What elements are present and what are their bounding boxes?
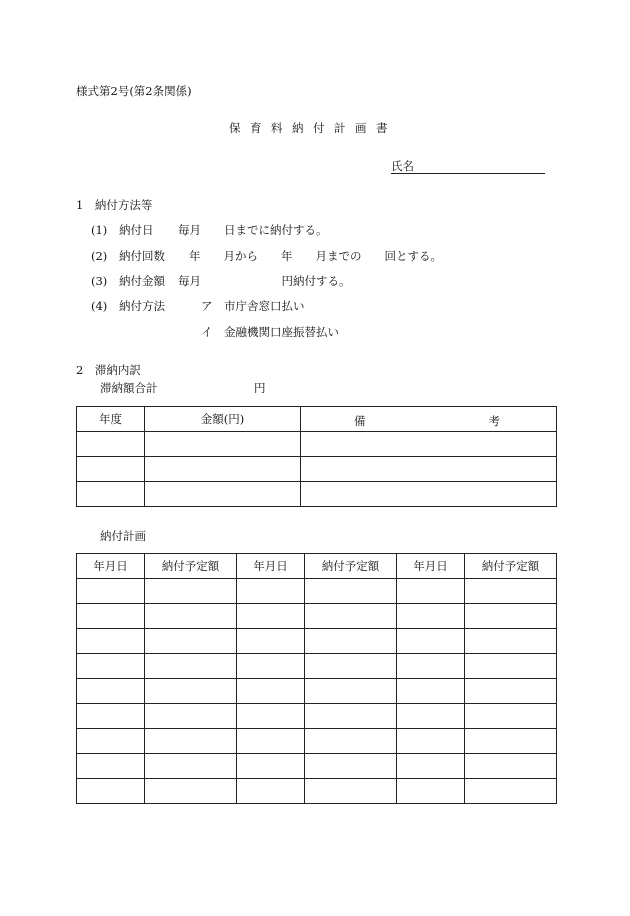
date-cell[interactable]: [237, 679, 305, 704]
header-date-1: 年月日: [77, 554, 145, 579]
table-row: [77, 457, 557, 482]
date-cell[interactable]: [77, 579, 145, 604]
item2-number: (2): [91, 249, 108, 263]
remarks-cell[interactable]: [301, 457, 557, 482]
amount-cell[interactable]: [305, 729, 397, 754]
table-row: [77, 629, 557, 654]
date-cell[interactable]: [237, 604, 305, 629]
amount-cell[interactable]: [145, 729, 237, 754]
section2-heading: 2 滞納内訳: [76, 363, 141, 377]
header-remarks-left: 備: [354, 414, 366, 428]
amount-cell[interactable]: [305, 604, 397, 629]
amount-cell[interactable]: [305, 754, 397, 779]
item3-label: 納付金額: [119, 274, 165, 288]
date-cell[interactable]: [77, 704, 145, 729]
date-cell[interactable]: [397, 704, 465, 729]
amount-cell[interactable]: [465, 704, 557, 729]
amount-cell[interactable]: [465, 779, 557, 804]
arrears-table: [76, 406, 557, 507]
date-cell[interactable]: [237, 729, 305, 754]
amount-cell[interactable]: [305, 579, 397, 604]
header-remarks: [301, 407, 557, 432]
amount-cell[interactable]: [305, 679, 397, 704]
header-remarks-right: 考: [488, 414, 500, 428]
name-label: 氏名: [391, 159, 414, 173]
header-planned-amount-3: 納付予定額: [465, 554, 557, 579]
arrears-total-label: 滞納額合計: [100, 381, 158, 395]
amount-cell[interactable]: [145, 432, 301, 457]
table-row: [77, 704, 557, 729]
item2-label: 納付回数: [119, 249, 165, 263]
table-row: [77, 654, 557, 679]
amount-cell[interactable]: [145, 457, 301, 482]
table-row: [77, 579, 557, 604]
plan-header-row: [77, 554, 557, 579]
payment-plan-label: 納付計画: [100, 529, 146, 543]
date-cell[interactable]: [397, 754, 465, 779]
amount-cell[interactable]: [145, 604, 237, 629]
date-cell[interactable]: [237, 754, 305, 779]
date-cell[interactable]: [77, 604, 145, 629]
amount-cell[interactable]: [145, 629, 237, 654]
item1-content: 毎月 日までに納付する。: [178, 223, 328, 237]
year-cell[interactable]: [77, 482, 145, 507]
date-cell[interactable]: [397, 654, 465, 679]
section1-heading: 1 納付方法等: [76, 198, 153, 212]
date-cell[interactable]: [77, 729, 145, 754]
payment-plan-table: [76, 553, 557, 804]
arrears-header-row: [77, 407, 557, 432]
name-underline: [391, 173, 545, 174]
header-planned-amount-1: 納付予定額: [145, 554, 237, 579]
date-cell[interactable]: [77, 654, 145, 679]
item1-number: (1): [91, 223, 108, 237]
date-cell[interactable]: [237, 704, 305, 729]
date-cell[interactable]: [237, 579, 305, 604]
amount-cell[interactable]: [465, 654, 557, 679]
amount-cell[interactable]: [465, 629, 557, 654]
amount-cell[interactable]: [305, 654, 397, 679]
header-date-2: 年月日: [237, 554, 305, 579]
date-cell[interactable]: [77, 754, 145, 779]
date-cell[interactable]: [237, 779, 305, 804]
header-amount: 金額(円): [145, 407, 301, 432]
date-cell[interactable]: [77, 629, 145, 654]
amount-cell[interactable]: [145, 779, 237, 804]
amount-cell[interactable]: [145, 754, 237, 779]
item1-label: 納付日: [119, 223, 154, 237]
header-date-3: 年月日: [397, 554, 465, 579]
item3-number: (3): [91, 274, 108, 288]
table-row: [77, 754, 557, 779]
amount-cell[interactable]: [305, 704, 397, 729]
item2-content: 年 月から 年 月までの 回とする。: [189, 249, 442, 263]
item4-number: (4): [91, 299, 108, 313]
date-cell[interactable]: [237, 629, 305, 654]
table-row: [77, 779, 557, 804]
date-cell[interactable]: [397, 729, 465, 754]
date-cell[interactable]: [237, 654, 305, 679]
amount-cell[interactable]: [465, 754, 557, 779]
item3-content: 毎月 円納付する。: [178, 274, 351, 288]
year-cell[interactable]: [77, 432, 145, 457]
amount-cell[interactable]: [465, 729, 557, 754]
remarks-cell[interactable]: [301, 432, 557, 457]
amount-cell[interactable]: [145, 654, 237, 679]
page-title: 保育料納付計画書: [229, 121, 397, 135]
table-row: [77, 729, 557, 754]
payment-option-b: イ 金融機関口座振替払い: [201, 325, 339, 339]
date-cell[interactable]: [77, 779, 145, 804]
amount-cell[interactable]: [145, 579, 237, 604]
remarks-cell[interactable]: [301, 482, 557, 507]
item4-label: 納付方法: [119, 299, 165, 313]
header-planned-amount-2: 納付予定額: [305, 554, 397, 579]
amount-cell[interactable]: [465, 679, 557, 704]
table-row: [77, 432, 557, 457]
payment-option-a: ア 市庁舎窓口払い: [201, 299, 305, 313]
amount-cell[interactable]: [305, 629, 397, 654]
date-cell[interactable]: [397, 679, 465, 704]
date-cell[interactable]: [397, 579, 465, 604]
year-cell[interactable]: [77, 457, 145, 482]
amount-cell[interactable]: [145, 679, 237, 704]
date-cell[interactable]: [397, 779, 465, 804]
amount-cell[interactable]: [465, 604, 557, 629]
date-cell[interactable]: [77, 679, 145, 704]
amount-cell[interactable]: [465, 579, 557, 604]
form-number: 様式第2号(第2条関係): [76, 84, 192, 98]
date-cell[interactable]: [397, 604, 465, 629]
amount-cell[interactable]: [145, 704, 237, 729]
header-year: 年度: [77, 407, 145, 432]
amount-cell[interactable]: [305, 779, 397, 804]
table-row: [77, 482, 557, 507]
arrears-total-unit: 円: [254, 381, 266, 395]
table-row: [77, 604, 557, 629]
amount-cell[interactable]: [145, 482, 301, 507]
table-row: [77, 679, 557, 704]
date-cell[interactable]: [397, 629, 465, 654]
